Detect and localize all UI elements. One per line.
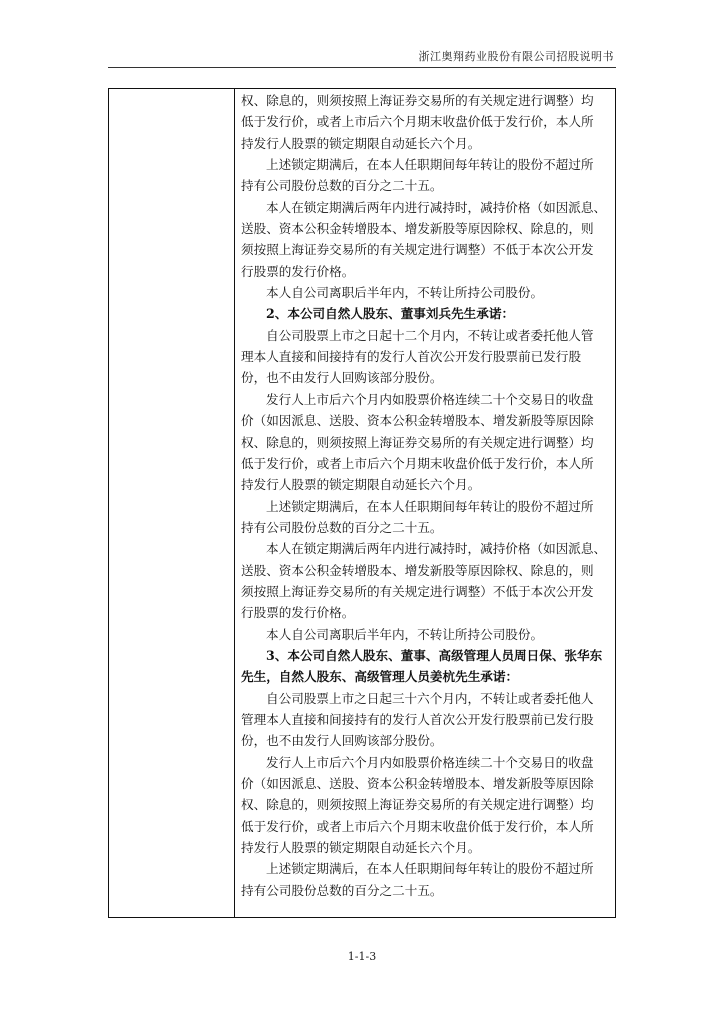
text-line: 本人在锁定期满后两年内进行减持时，减持价格（如因派息、: [266, 541, 607, 557]
text-line: 送股、资本公积金转增股本、增发新股等原因除权、除息的，则: [241, 221, 594, 237]
page-number: 1-1-3: [347, 950, 377, 963]
text-line: 权、除息的，则须按照上海证券交易所的有关规定进行调整）均: [241, 93, 594, 108]
text-line: 理本人直接和间接持有的发行人首次公开发行股票前已发行股: [241, 349, 582, 365]
text-line: 本人自公司离职后半年内，不转让所持公司股份。: [266, 285, 544, 301]
section-heading-line: 3、本公司自然人股东、董事、高级管理人员周日保、张华东: [266, 647, 603, 663]
text-line: 本人在锁定期满后两年内进行减持时，减持价格（如因派息、: [266, 199, 607, 215]
text-line: 自公司股票上市之日起三十六个月内，不转让或者委托他人: [266, 690, 594, 706]
text-line: 持发行人股票的锁定期限自动延长六个月。: [241, 477, 481, 493]
text-line: 持发行人股票的锁定期限自动延长六个月。: [241, 840, 481, 856]
text-line: 须按照上海证券交易所的有关规定进行调整）不低于本次公开发: [241, 242, 594, 258]
text-line: 低于发行价，或者上市后六个月期末收盘价低于发行价，本人所: [241, 818, 594, 834]
text-line: 低于发行价，或者上市后六个月期末收盘价低于发行价，本人所: [241, 455, 594, 471]
text-line: 行股票的发行价格。: [241, 263, 355, 279]
text-line: 管理本人直接和间接持有的发行人首次公开发行股票前已发行股: [241, 711, 594, 727]
text-line: 持发行人股票的锁定期限自动延长六个月。: [241, 135, 481, 151]
text-line: 送股、资本公积金转增股本、增发新股等原因除权、除息的，则: [241, 562, 594, 578]
text-line: 上述锁定期满后，在本人任职期间每年转让的股份不超过所: [266, 157, 594, 173]
header-rule: [108, 67, 616, 68]
text-line: 持有公司股份总数的百分之二十五。: [241, 882, 443, 898]
table-left-cell: [109, 89, 235, 917]
text-line: 本人自公司离职后半年内，不转让所持公司股份。: [266, 626, 544, 642]
section-heading-line: 先生，自然人股东、高级管理人员姜杭先生承诺：: [241, 669, 519, 685]
text-line: 发行人上市后六个月内如股票价格连续二十个交易日的收盘: [266, 754, 594, 770]
text-line: 行股票的发行价格。: [241, 605, 355, 621]
text-line: 持有公司股份总数的百分之二十五。: [241, 178, 443, 194]
text-line: 发行人上市后六个月内如股票价格连续二十个交易日的收盘: [266, 391, 594, 407]
text-line: 份，也不由发行人回购该部分股份。: [241, 733, 443, 749]
text-line: 价（如因派息、送股、资本公积金转增股本、增发新股等原因除: [241, 413, 594, 429]
text-line: 自公司股票上市之日起十二个月内，不转让或者委托他人管: [266, 327, 594, 343]
text-line: 份，也不由发行人回购该部分股份。: [241, 370, 443, 386]
table-content-cell: [235, 89, 615, 917]
text-line: 低于发行价，或者上市后六个月期末收盘价低于发行价，本人所: [241, 114, 594, 130]
text-line: 价（如因派息、送股、资本公积金转增股本、增发新股等原因除: [241, 776, 594, 791]
text-line: 权、除息的，则须按照上海证券交易所的有关规定进行调整）均: [241, 434, 594, 450]
commitment-table: [108, 88, 616, 918]
text-line: 上述锁定期满后，在本人任职期间每年转让的股份不超过所: [266, 498, 594, 514]
text-line: 权、除息的，则须按照上海证券交易所的有关规定进行调整）均: [241, 797, 594, 813]
text-line: 须按照上海证券交易所的有关规定进行调整）不低于本次公开发: [241, 583, 594, 599]
section-heading-line: 2、本公司自然人股东、董事刘兵先生承诺：: [266, 306, 515, 322]
text-line: 上述锁定期满后，在本人任职期间每年转让的股份不超过所: [266, 861, 594, 877]
text-line: 持有公司股份总数的百分之二十五。: [241, 519, 443, 535]
page-header-title: 浙江奥翔药业股份有限公司招股说明书: [418, 50, 614, 63]
